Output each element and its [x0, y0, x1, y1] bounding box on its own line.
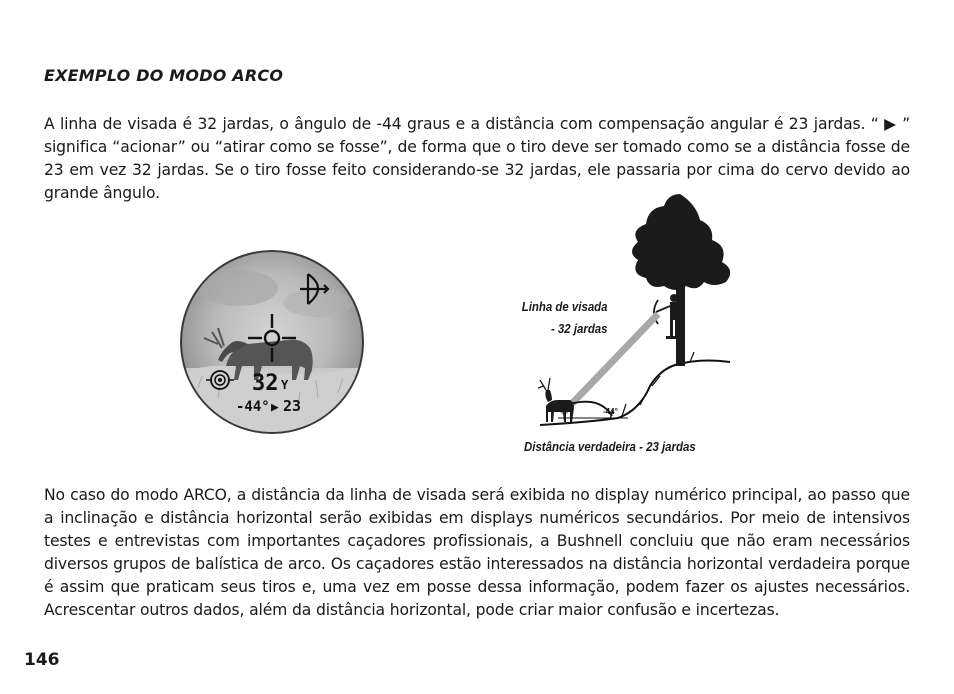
intro-paragraph: A linha de visada é 32 jardas, o ângulo de -44 graus e a distância com compensação angular é 23 jardas. “ ▶ ” significa “acionar” ou “atirar como se fosse”, de forma que o tiro deve ser tomado como se a distância fosse de 23 em vez 32 jardas. Se o tiro fosse feito considerando-se 32 jardas, ele passaria por cima do cervo devido ao grande ângulo.	[44, 115, 910, 202]
line-of-sight-distance: - 32 jardas	[551, 321, 608, 336]
true-distance-caption: Distância verdadeira - 23 jardas	[524, 439, 696, 454]
page-number: 146	[24, 650, 60, 670]
line-of-sight-caption	[522, 296, 608, 340]
scope-main-unit: Y	[281, 378, 289, 392]
scope-angle: -44°	[236, 399, 270, 415]
section-heading: EXEMPLO DO MODO ARCO	[44, 66, 284, 85]
line-of-sight-label: Linha de visada	[522, 299, 608, 314]
scope-view	[178, 248, 366, 436]
scope-main-distance: 32	[252, 371, 279, 396]
body-paragraph: No caso do modo ARCO, a distância da linha de visada será exibida no display numérico principal, ao passo que a inclinação e distância horizontal serão exibidas em displays numéricos secundários. Por meio de intensivos testes e entrevistas com importantes caçadores profissionais, a Bushnell concluiu que não eram necessários diversos grupos de balística de arco. Os caçadores estão interessados na distância horizontal verdadeira porque é assim que praticam seus tiros e, uma vez em posse dessa informação, podem fazer os ajustes necessários. Acrescentar outros dados, além da distância horizontal, pode criar maior confusão e incertezas.	[44, 486, 910, 619]
scope-arrow: ▶	[271, 400, 279, 415]
angle-label: -44°	[603, 407, 618, 416]
scope-horizontal-distance: 23	[283, 397, 302, 415]
tree-icon	[632, 194, 730, 366]
deer-icon	[538, 378, 574, 422]
